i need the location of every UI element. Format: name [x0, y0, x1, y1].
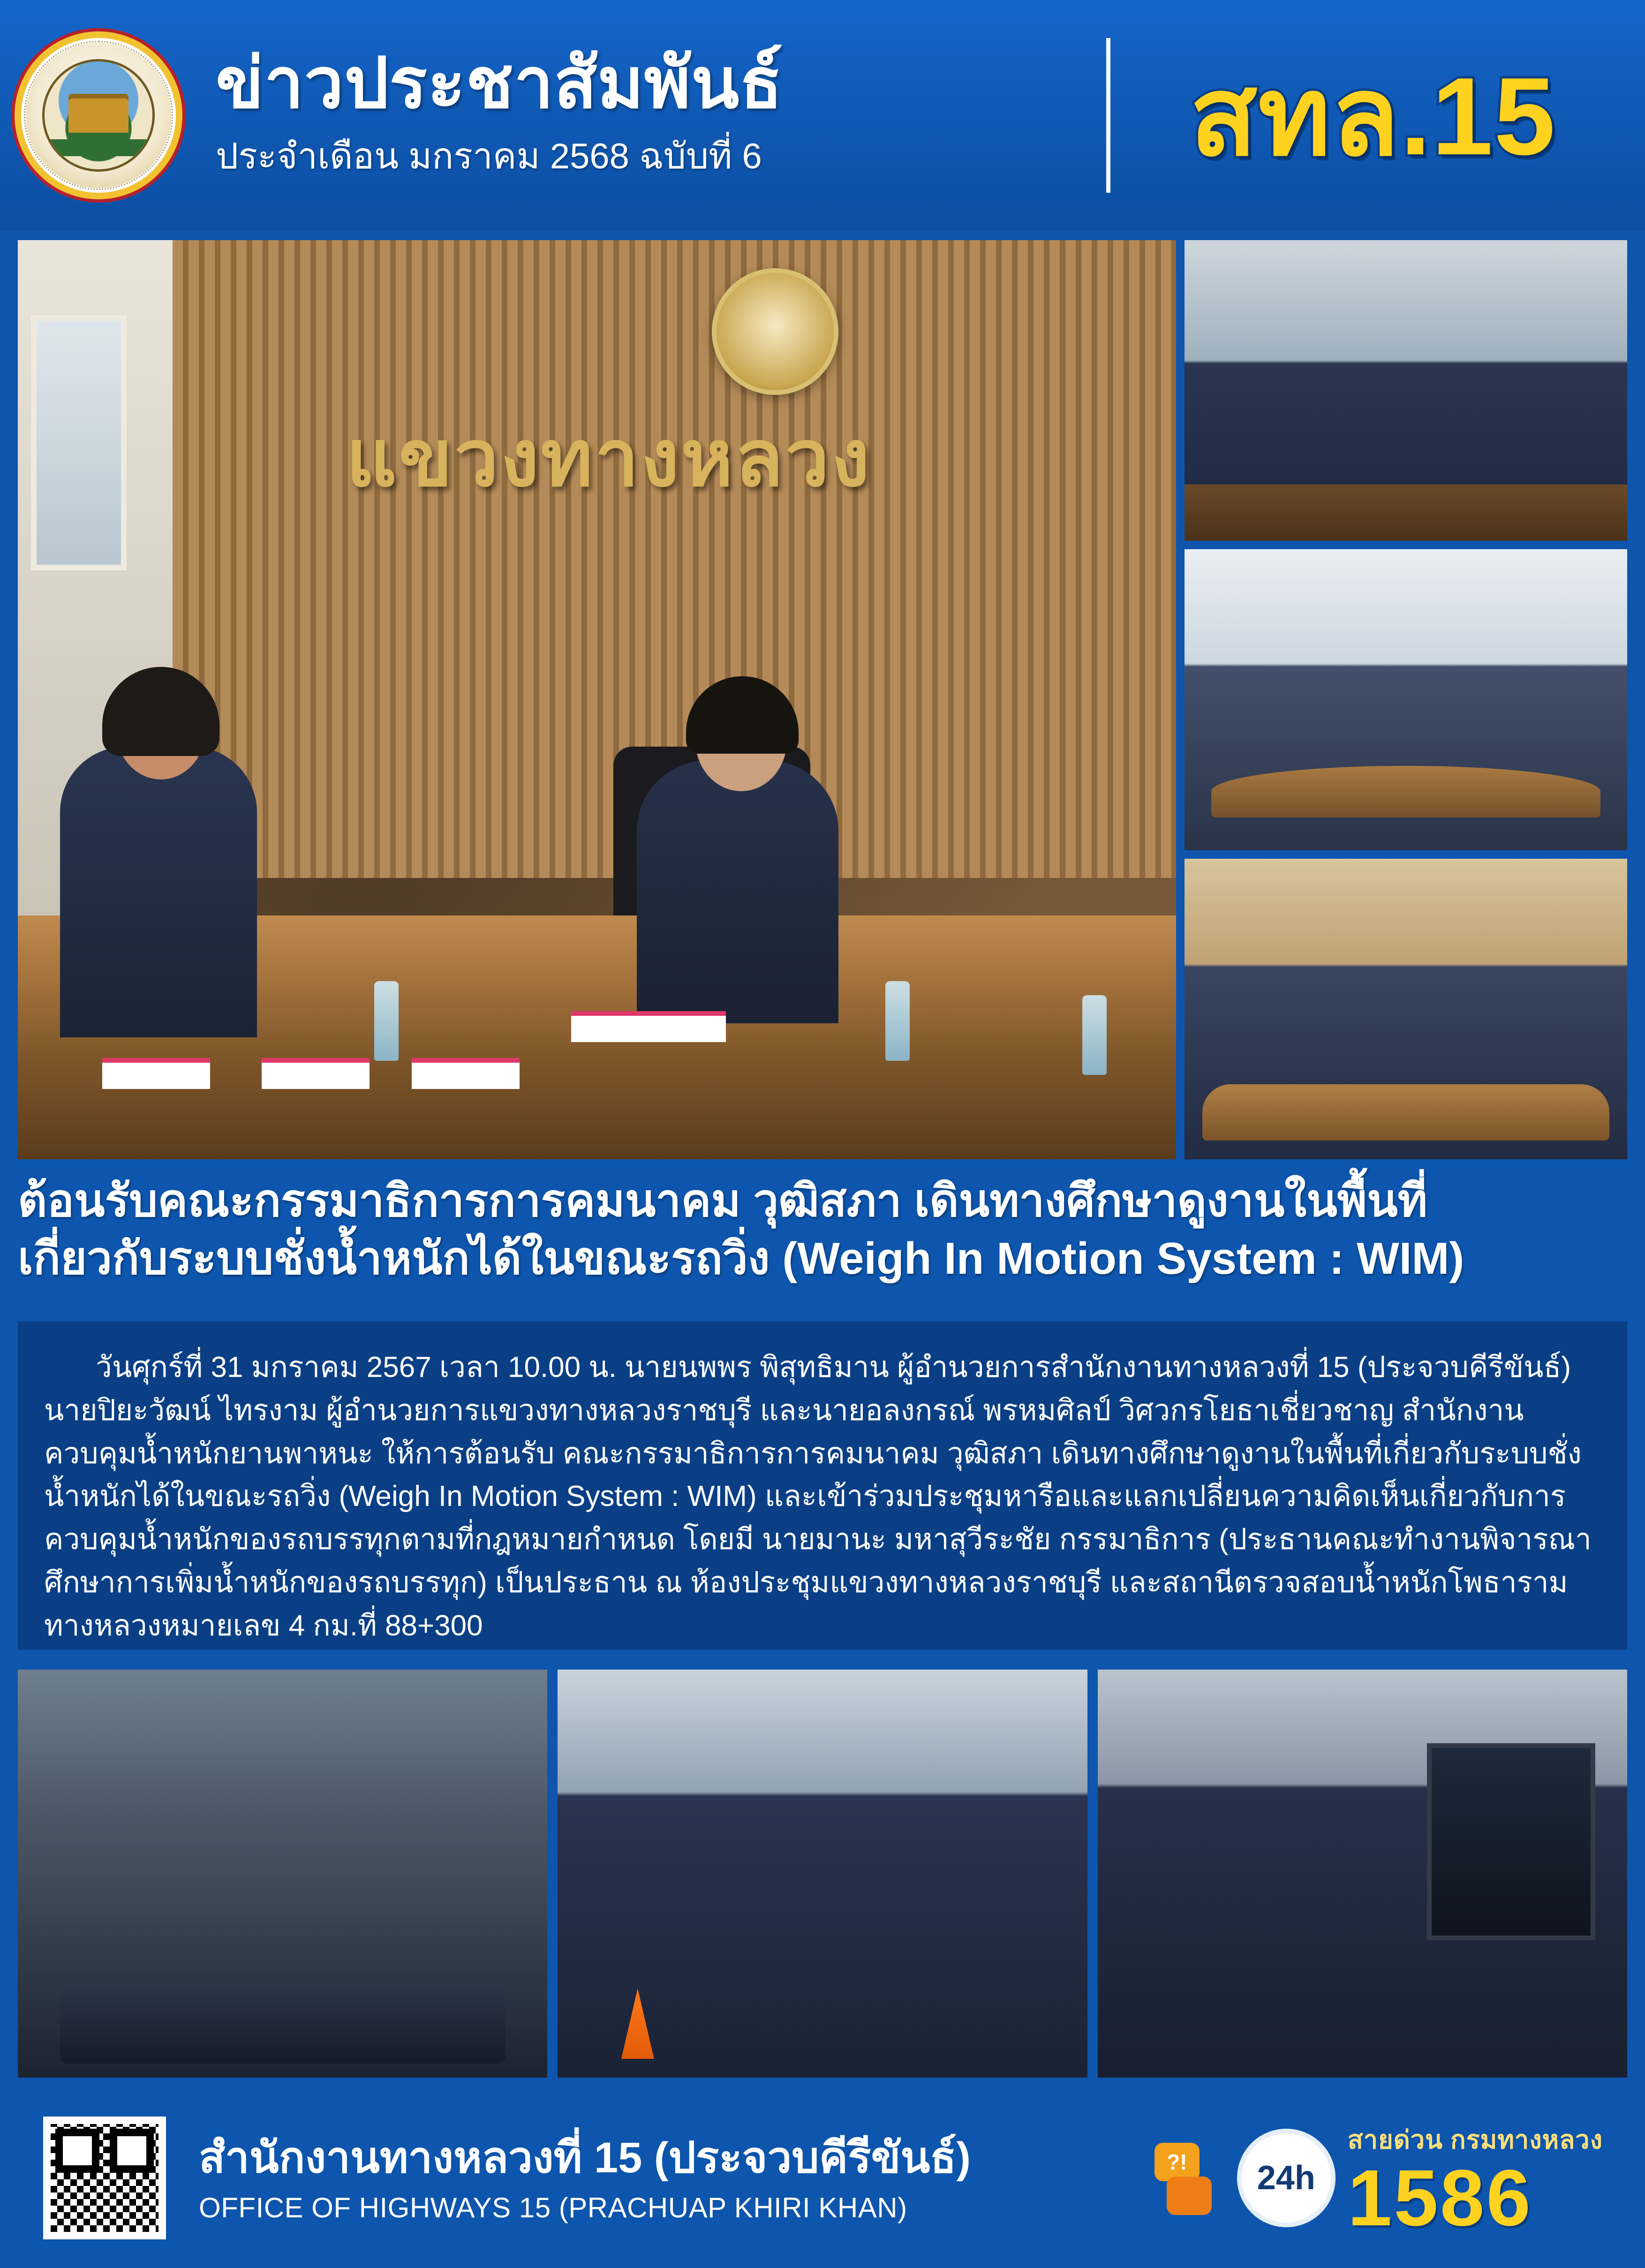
chat-bubble-question-icon: ?! [1155, 2143, 1200, 2181]
photo-caption [1189, 839, 1229, 847]
photo-caption [1102, 2067, 1161, 2074]
speaker-right [637, 761, 838, 1023]
chat-bubble-secondary-icon [1167, 2177, 1212, 2215]
top-photo-side-column [1185, 240, 1627, 1159]
office-name-th: สำนักงานทางหลวงที่ 15 (ประจวบคีรีขันธ์) [199, 2134, 971, 2182]
photo-caption [23, 2067, 68, 2074]
office-badge-label: สทล.15 [1190, 54, 1556, 178]
water-bottle [374, 981, 399, 1061]
speaker-left [60, 747, 257, 1037]
office-name-en: OFFICE OF HIGHWAYS 15 (PRACHUAP KHIRI KHAN) [199, 2192, 907, 2223]
header-banner [0, 0, 1645, 231]
wall-emblem-icon [712, 268, 838, 395]
name-card [571, 1011, 726, 1042]
photo-caption [562, 2067, 628, 2074]
water-bottle [1082, 995, 1107, 1075]
issue-subtitle: ประจำเดือน มกราคม 2568 ฉบับที่ 6 [216, 136, 762, 176]
logo-wrap [0, 31, 197, 199]
footer-office-block [199, 2132, 971, 2223]
department-of-highways-emblem-icon [15, 31, 182, 199]
control-room-photo-1 [18, 1670, 547, 2078]
hotline-label: สายด่วน กรมทางหลวง [1347, 2126, 1603, 2155]
headline [18, 1172, 1627, 1288]
page-title: ข่าวประชาสัมพันธ์ [216, 44, 783, 123]
headline-line-1: ต้อนรับคณะกรรมาธิการการคมนาคม วุฒิสภา เดินทางศึกษาดูงานในพื้นที่ [18, 1176, 1427, 1226]
name-card [412, 1058, 520, 1089]
wim-monitor-photo-3 [1098, 1670, 1627, 2078]
headline-line-2: เกี่ยวกับระบบชั่งน้ำหนักได้ในขณะรถวิ่ง (Weigh In Motion System : WIM) [18, 1233, 1464, 1284]
qr-code-icon[interactable] [43, 2117, 166, 2239]
station-group-photo-2 [558, 1670, 1087, 2078]
article-paragraph: วันศุกร์ที่ 31 มกราคม 2567 เวลา 10.00 น. นายนพพร พิสุทธิมาน ผู้อำนวยการสำนักงานทางหลวงที่ 15 (ประจวบคีรีขันธ์) นายปิยะวัฒน์ ไทรงาม ผู้อำนวยการแขวงทางหลวงราชบุรี และนายอลงกรณ์ พรหมศิลป์ วิศวกรโยธาเชี่ยวชาญ สำนักงานควบคุมน้ำหนักยานพาหนะ ให้การต้อนรับ คณะกรรมาธิการการคมนาคม วุฒิสภา เดินทางศึกษาดูงานในพื้นที่เกี่ยวกับระบบชั่งน้ำหนักได้ในขณะรถวิ่ง (Weigh In Motion System : WIM) และเข้าร่วมประชุมหารือและแลกเปลี่ยนความคิดเห็นเกี่ยวกับการควบคุมน้ำหนักของรถบรรทุกตามที่กฎหมายกำหนด โดยมี นายมานะ มหาสุวีระชัย กรรมาธิการ (ประธานคณะทำงานพิจารณาศึกษาการเพิ่มน้ำหนักของรถบรรทุก) เป็นประธาน ณ ห้องประชุมแขวงทางหลวงราชบุรี และสถานีตรวจสอบน้ำหนักโพธารามทางหลวงหมายเลข 4 กม.ที่ 88+300 [44, 1351, 1592, 1642]
chat-bubble-icon [1155, 2143, 1225, 2213]
bottom-photo-grid [18, 1670, 1627, 2078]
header-divider [1106, 38, 1110, 193]
hotline-block [1155, 2119, 1603, 2243]
name-card [102, 1058, 210, 1089]
photo-caption [23, 1149, 89, 1156]
top-photo-grid [18, 240, 1627, 1159]
water-bottle [885, 981, 910, 1061]
group-photo-3 [1185, 859, 1627, 1159]
photo-caption [1189, 1149, 1227, 1156]
footer-bar [0, 2088, 1645, 2268]
meeting-room-main-photo [18, 240, 1176, 1159]
name-card [262, 1058, 370, 1089]
headset-24h-icon: 24h [1237, 2129, 1336, 2227]
emblem-inner [42, 59, 155, 172]
wall-sign-text: แขวงทางหลวง [346, 414, 872, 502]
photo-caption [1189, 530, 1238, 537]
meeting-officials-photo-1 [1185, 240, 1627, 541]
header-badge [1124, 28, 1645, 203]
hotline-texts [1347, 2119, 1603, 2243]
hotline-number: 1586 [1347, 2154, 1532, 2243]
header-text [197, 46, 1102, 184]
meeting-room-wide-photo-2 [1185, 549, 1627, 850]
article-body [18, 1322, 1627, 1650]
room-window [31, 315, 127, 570]
